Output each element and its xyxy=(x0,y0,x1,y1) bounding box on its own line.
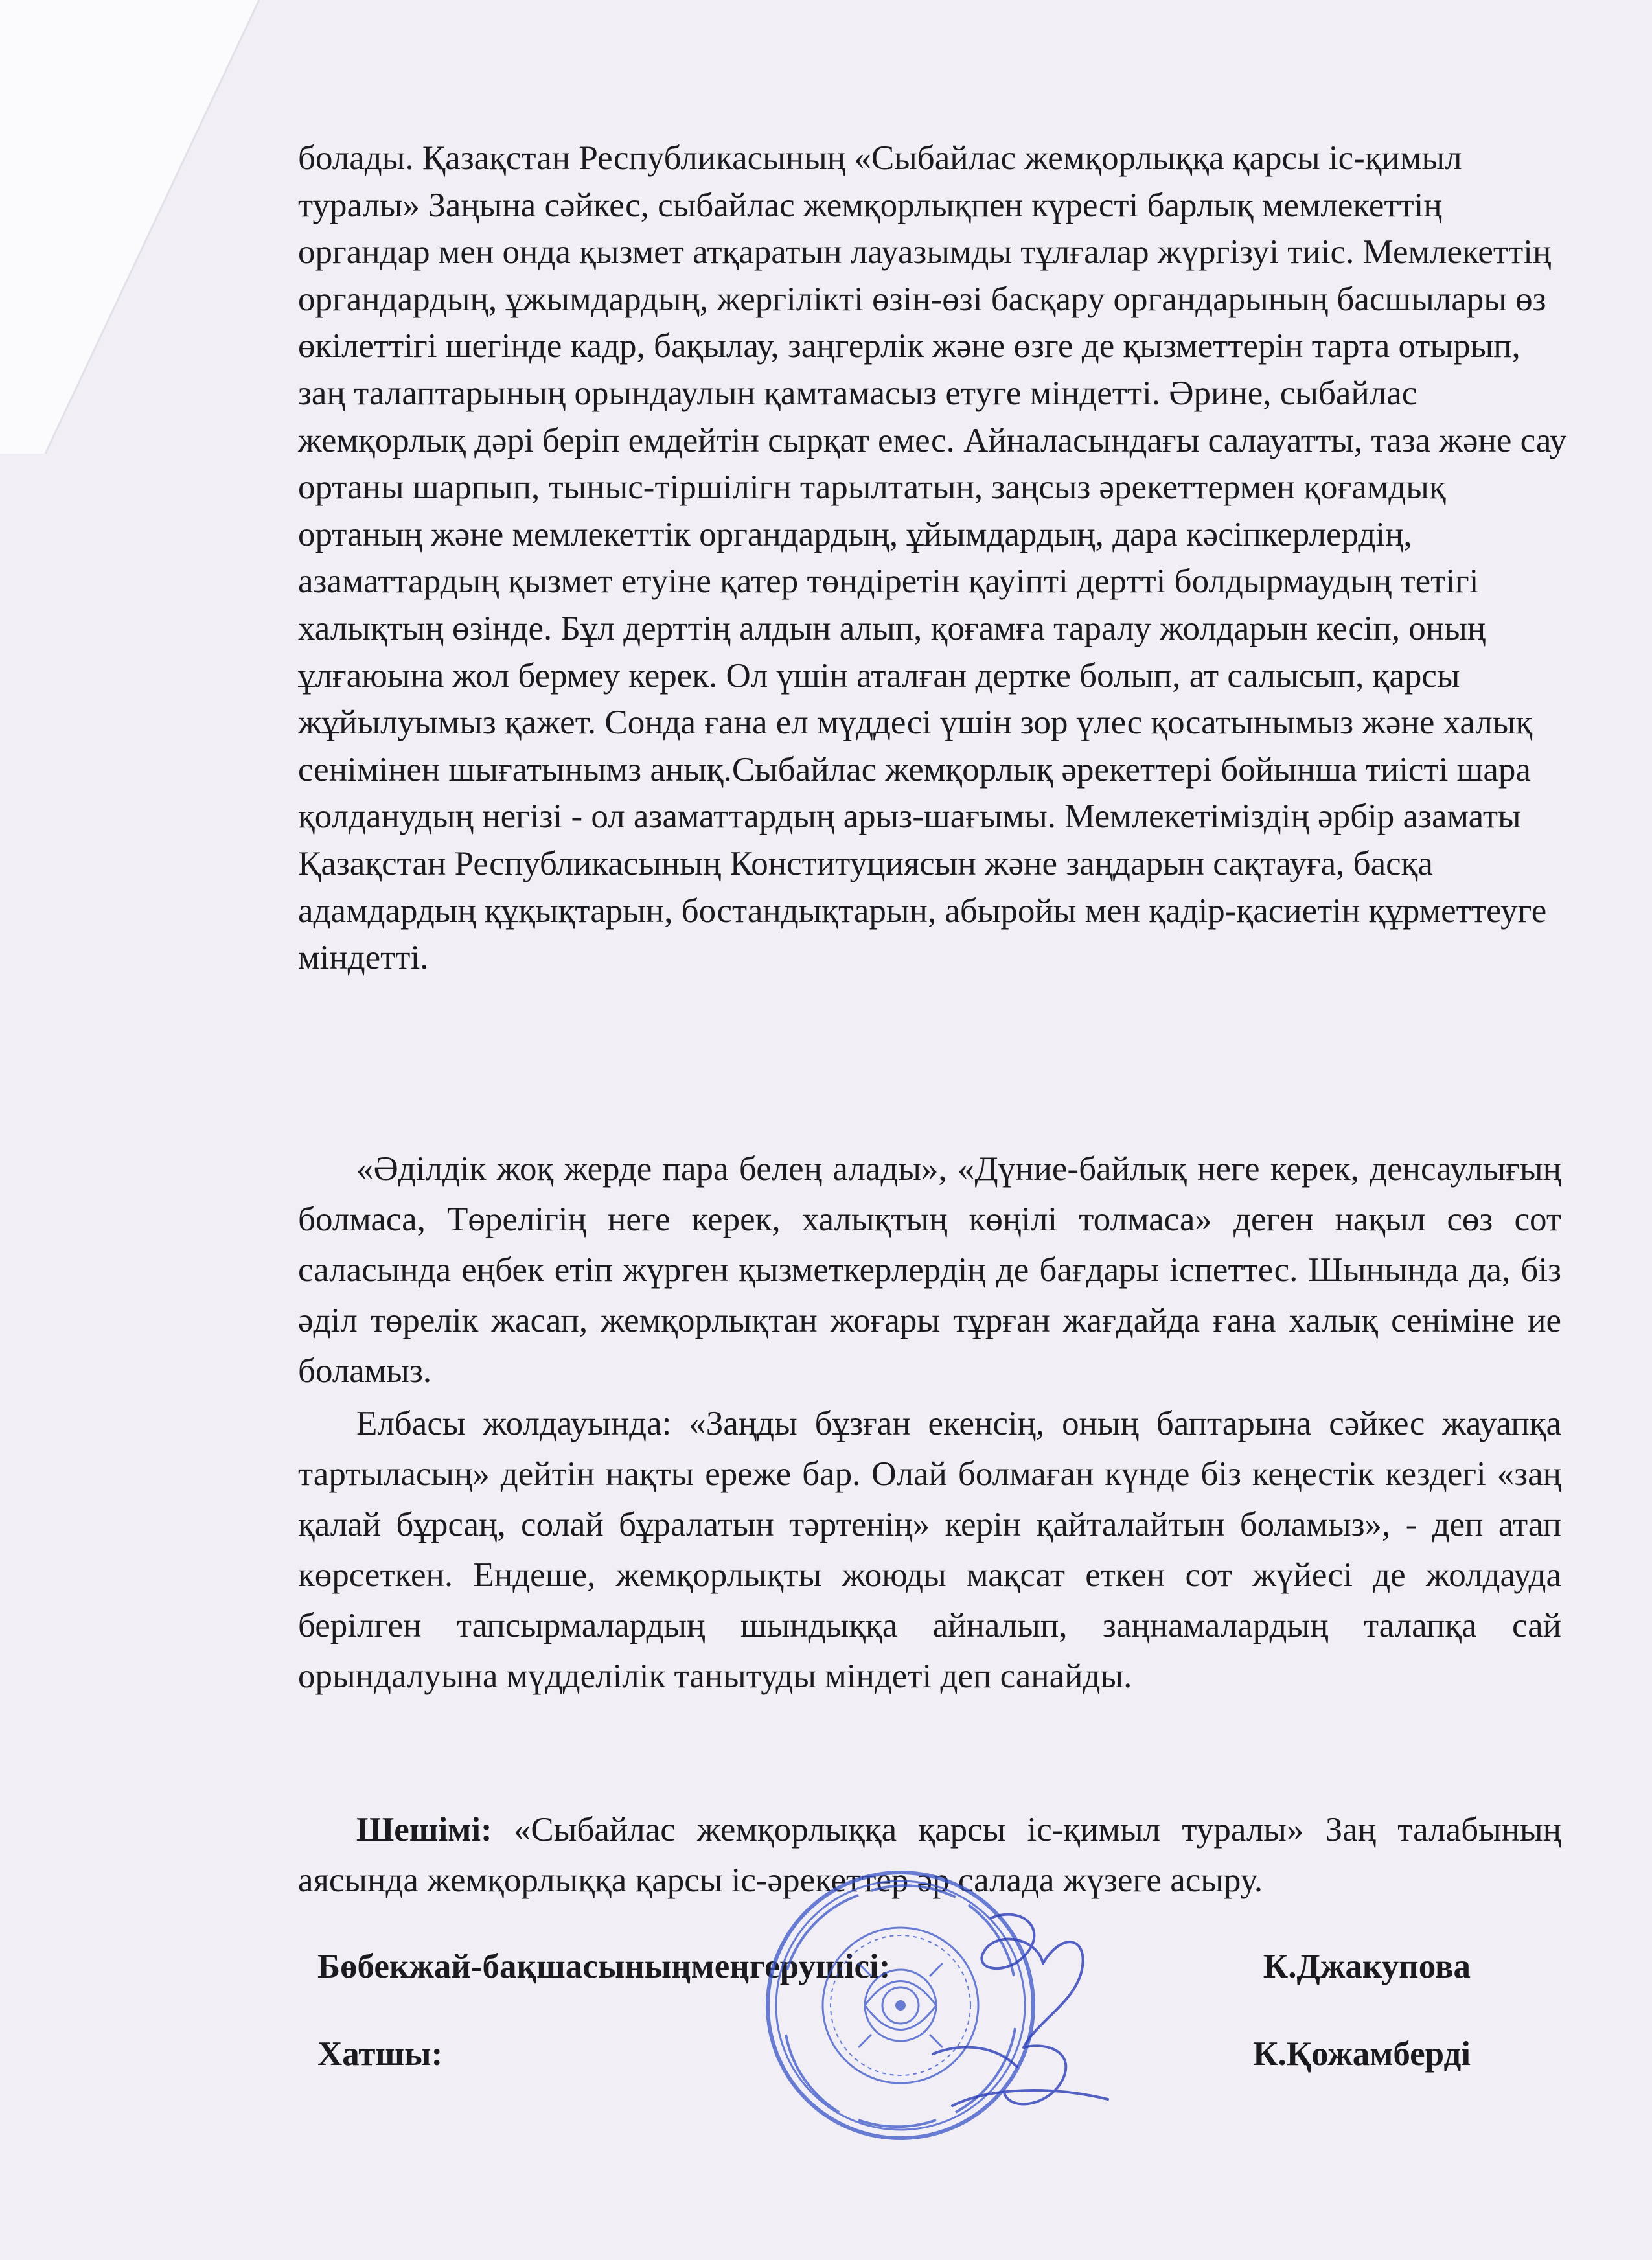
head-title: Бөбекжай-бақшасыныңмеңгерушісі: xyxy=(317,1948,891,1985)
decision-label: Шешімі: xyxy=(356,1811,492,1849)
paragraph-1: болады. Қазақстан Республикасының «Сыбайлас жемқорлыққа қарсы іс-қимыл туралы» Заңына сәйкес, сыбайлас жемқорлықпен күресті барлық мемлекеттің органдар мен онда қызмет атқаратын лауазымды тұлғалар жүргізуі тиіс. Мемлекеттің органдардың, ұжымдардың, жергілікті өзін-өзі басқару органдарының басшылары өз өкілеттігі шегінде кадр, бақылау, заңгерлік және өзге де қызметтерін тарта отырып, заң талаптарының орындаулын қамтамасыз етуге міндетті. Әрине, сыбайлас жемқорлық дәрі беріп емдейтін сырқат емес. Айналасындағы салауатты, таза және сау ортаны шарпып, тыныс-тіршілігн тарылтатын, заңсыз әрекеттермен қоғамдық ортаның және мемлекеттік органдардың, ұйымдардың, дара кәсіпкерлердің, азаматтардың қызмет етуіне қатер төндіретін қауіпті дертті болдырмаудың тетігі халықтың өзінде. Бұл дерттің алдын алып, қоғамға таралу жолдарын кесіп, оның ұлғаюына жол бермеу керек. Ол үшін аталған дертке болып, ат салысып, қарсы жұйылуымыз қажет. Сонда ғана ел мүддесі үшін зор үлес қосатынымыз және халық сенімінен шығатынымз анық.Сыбайлас жемқорлық әрекеттері бойынша тиісті шара қолданудың негізі - ол азаматтардың арыз-шағымы. Мемлекетіміздің әрбір азаматы Қазақстан Республикасының Конституциясын және заңдарын сақтауға, басқа адамдардың құқықтарын, бостандықтарын, абыройы мен қадір-қасиетін құрметтеуге міндетті. xyxy=(298,139,1567,977)
head-name: К.Джакупова xyxy=(1263,1948,1471,1985)
paragraph-3: Елбасы жолдауында: «Заңды бұзған екенсің, оның баптарына сәйкес жауапқа тартыласың» дейтін нақты ереже бар. Олай болмаған күнде біз кеңестік кездегі «заң қалай бұрсаң, солай бұралатын тәртенің» керін қайталайтын боламыз», - деп атап көрсеткен. Ендеше, жемқорлықты жоюды мақсат еткен сот жүйесі де жолдауда берілген тапсырмалардың шындыққа айналып, заңнамалардың талапқа сай орындалуына мүдделілік танытуды міндеті деп санайды. xyxy=(298,1405,1561,1695)
secretary-title: Хатшы: xyxy=(317,2035,443,2073)
handwritten-signature xyxy=(894,1892,1153,2138)
decision-text: «Сыбайлас жемқорлыққа қарсы іс-қимыл туралы» Заң талабының аясында жемқорлыққа қарсы іс-әрекеттер әр салада жүзеге асыру. xyxy=(298,1811,1561,1899)
paragraph-2: «Әділдік жоқ жерде пара белең алады», «Дүние-байлық неге керек, денсаулығың болмаса, Төрелігің неге керек, халықтың көңілі толмаса» деген нақыл сөз сот саласында еңбек етіп жүрген қызметкерлердің де бағдары іспеттес. Шынында да, біз әділ төрелік жасап, жемқорлықтан жоғары тұрған жағдайда ғана халық сеніміне ие боламыз. xyxy=(298,1150,1561,1390)
secretary-name: К.Қожамберді xyxy=(1253,2035,1471,2073)
